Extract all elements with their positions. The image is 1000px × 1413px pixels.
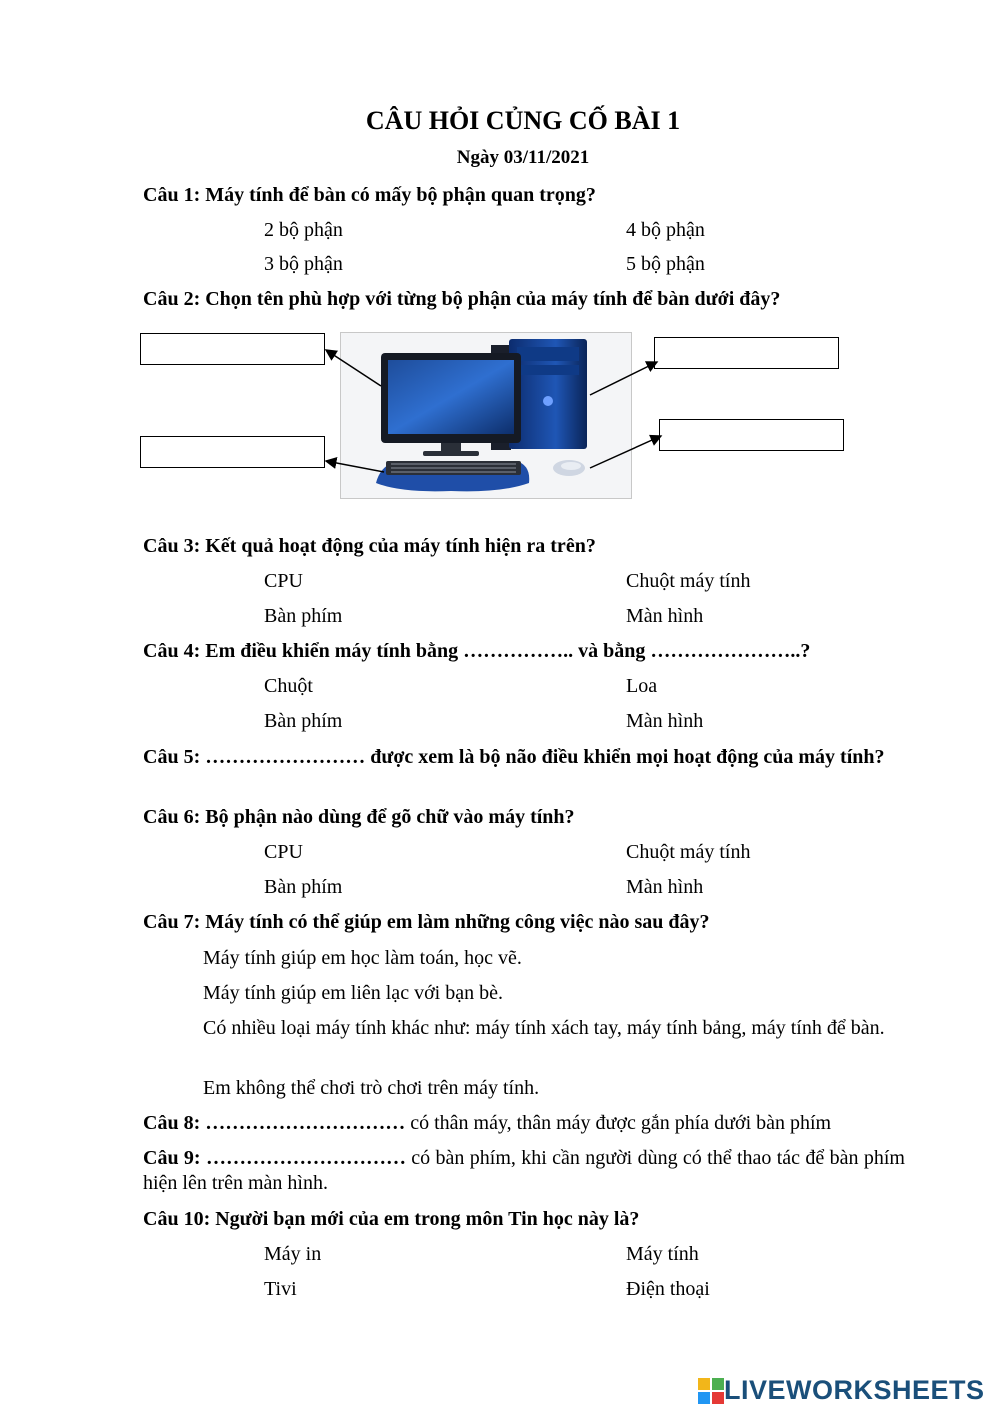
question-7: Câu 7: Máy tính có thể giúp em làm những công việc nào sau đây? xyxy=(143,911,710,933)
q10-option-a[interactable]: Máy in xyxy=(264,1243,322,1265)
q10-option-c[interactable]: Tivi xyxy=(264,1278,297,1300)
q9-label: Câu 9: ………………………… xyxy=(143,1147,406,1169)
question-2: Câu 2: Chọn tên phù hợp với từng bộ phận của máy tính để bàn dưới đây? xyxy=(143,288,781,310)
question-8 xyxy=(143,1111,905,1136)
q10-option-d[interactable]: Điện thoại xyxy=(626,1278,710,1300)
arrow-monitor xyxy=(326,350,381,386)
q3-option-a[interactable]: CPU xyxy=(264,570,303,592)
page-title: CÂU HỎI CỦNG CỐ BÀI 1 xyxy=(365,106,681,135)
q6-option-d[interactable]: Màn hình xyxy=(626,876,704,898)
q1-option-d[interactable]: 5 bộ phận xyxy=(626,253,705,275)
q1-option-b[interactable]: 4 bộ phận xyxy=(626,219,705,241)
q3-option-d[interactable]: Màn hình xyxy=(626,605,704,627)
q7-statement-3[interactable]: Có nhiều loại máy tính khác như: máy tính xách tay, máy tính bảng, máy tính để bàn. xyxy=(203,1017,885,1039)
q6-option-c[interactable]: Bàn phím xyxy=(264,876,343,898)
q8-label: Câu 8: ………………………… xyxy=(143,1112,406,1134)
q7-statement-1[interactable]: Máy tính giúp em học làm toán, học vẽ. xyxy=(203,947,522,969)
q9-text: có bàn phím, khi cần người dùng có thể thao tác để bàn phím hiện lên trên màn hình. xyxy=(143,1147,905,1194)
question-6: Câu 6: Bộ phận nào dùng để gõ chữ vào máy tính? xyxy=(143,806,575,828)
q7-statement-4[interactable]: Em không thể chơi trò chơi trên máy tính. xyxy=(203,1077,540,1099)
question-5: Câu 5: …………………… được xem là bộ não điều khiển mọi hoạt động của máy tính? xyxy=(143,746,885,768)
arrow-tower xyxy=(590,362,657,395)
label-arrows xyxy=(0,0,1000,520)
q10-option-b[interactable]: Máy tính xyxy=(626,1243,699,1265)
arrow-mouse xyxy=(590,436,661,468)
question-3: Câu 3: Kết quả hoạt động của máy tính hiện ra trên? xyxy=(143,535,596,557)
q8-text: có thân máy, thân máy được gắn phía dưới bàn phím xyxy=(405,1112,832,1134)
liveworksheets-brand: LIVEWORKSHEETS xyxy=(724,1375,985,1405)
question-10: Câu 10: Người bạn mới của em trong môn Tin học này là? xyxy=(143,1208,640,1230)
q3-option-c[interactable]: Bàn phím xyxy=(264,605,343,627)
question-9 xyxy=(143,1146,905,1196)
arrow-keyboard xyxy=(326,461,384,472)
q4-option-b[interactable]: Loa xyxy=(626,675,658,697)
liveworksheets-logo-icon xyxy=(698,1378,724,1404)
q1-option-c[interactable]: 3 bộ phận xyxy=(264,253,343,275)
q1-option-a[interactable]: 2 bộ phận xyxy=(264,219,343,241)
q4-option-d[interactable]: Màn hình xyxy=(626,710,704,732)
question-4: Câu 4: Em điều khiển máy tính bằng …………….. và bằng …………………..? xyxy=(143,640,811,662)
q4-option-c[interactable]: Bàn phím xyxy=(264,710,343,732)
page-date: Ngày 03/11/2021 xyxy=(456,147,590,168)
q6-option-b[interactable]: Chuột máy tính xyxy=(626,841,751,863)
q4-option-a[interactable]: Chuột xyxy=(264,675,313,697)
q7-statement-2[interactable]: Máy tính giúp em liên lạc với bạn bè. xyxy=(203,982,503,1004)
q3-option-b[interactable]: Chuột máy tính xyxy=(626,570,751,592)
q6-option-a[interactable]: CPU xyxy=(264,841,303,863)
question-1: Câu 1: Máy tính để bàn có mấy bộ phận quan trọng? xyxy=(143,184,596,206)
